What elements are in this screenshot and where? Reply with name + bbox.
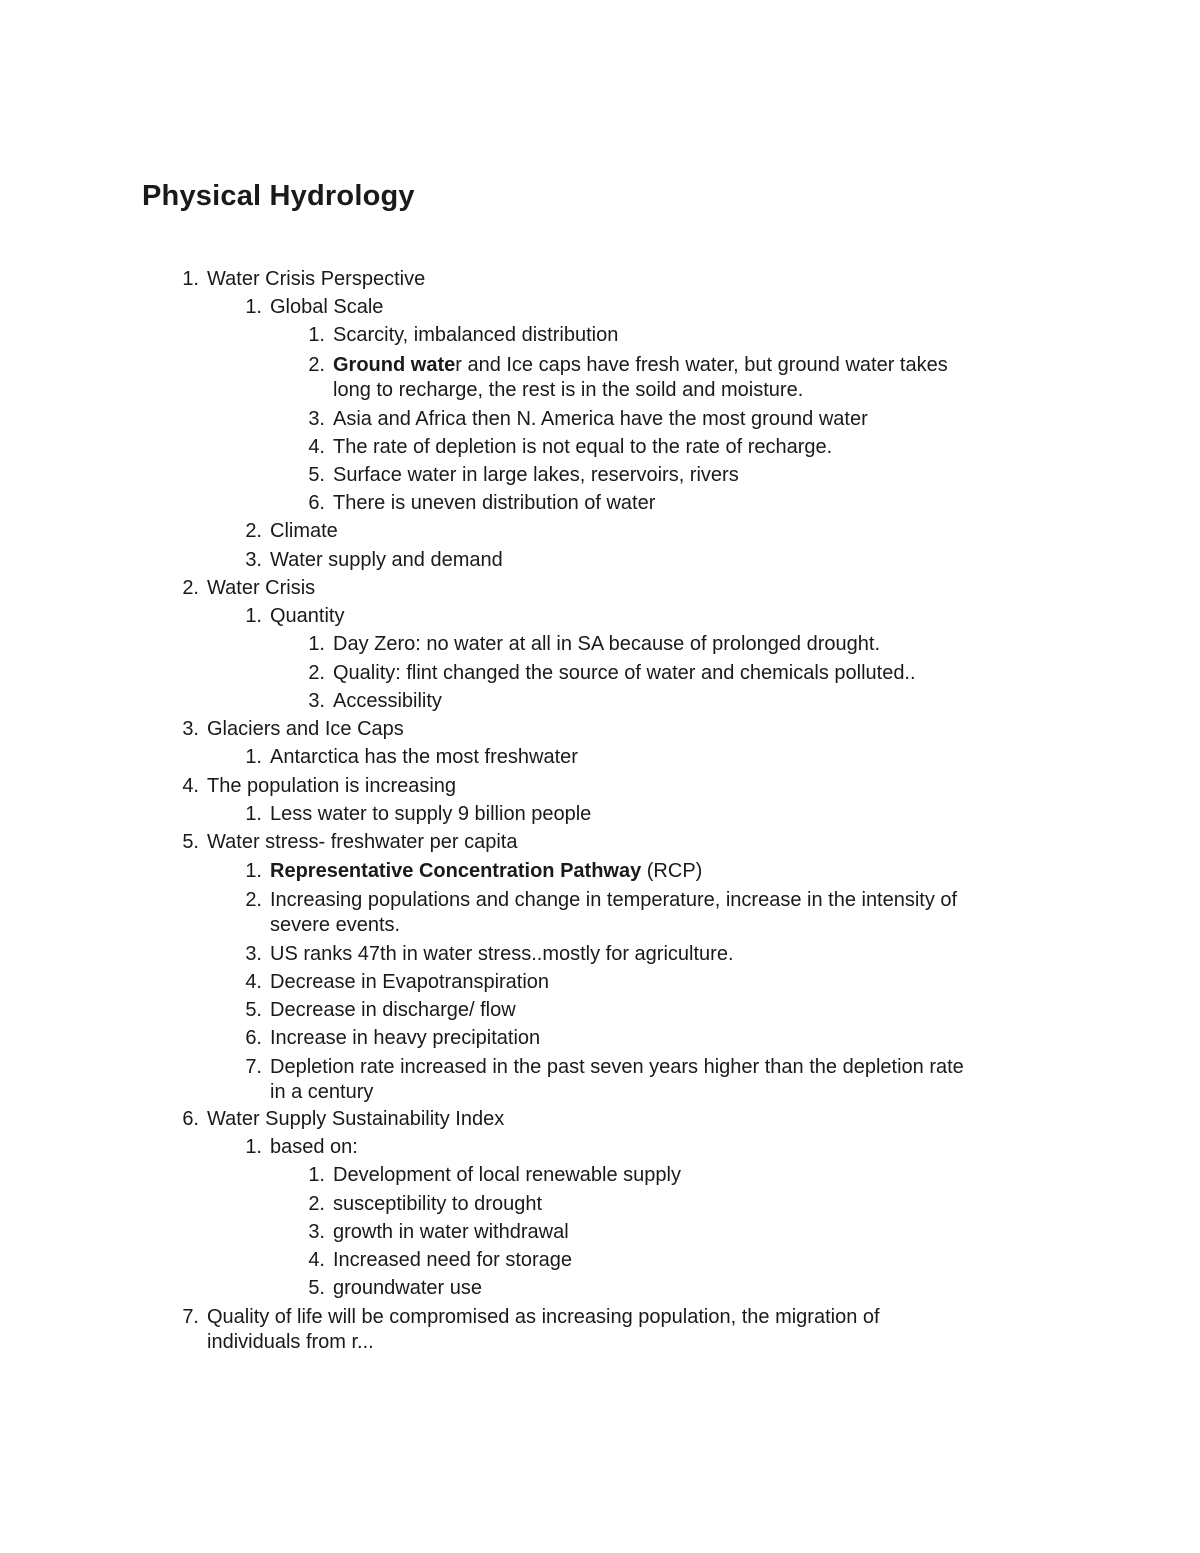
- list-item-number: 2.: [308, 662, 325, 684]
- list-item-body: Increasing populations and change in temperature, increase in the intensity of: [270, 889, 958, 911]
- list-item-body: Quality: flint changed the source of water and chemicals polluted..: [333, 662, 916, 684]
- list-item-number: 2.: [308, 354, 325, 376]
- list-item-number: 4.: [308, 436, 325, 458]
- list-item-body: based on:: [270, 1136, 358, 1158]
- page-title: Physical Hydrology: [142, 180, 415, 212]
- list-item-body: growth in water withdrawal: [333, 1221, 569, 1243]
- list-item-body: Water Supply Sustainability Index: [207, 1108, 505, 1130]
- list-item-body: Increased need for storage: [333, 1249, 573, 1271]
- list-item-text: [333, 689, 442, 713]
- list-item-text: [333, 435, 832, 459]
- list-item-number: 1.: [245, 296, 262, 318]
- list-item-number: 5.: [308, 464, 325, 486]
- list-item-number: 7.: [245, 1056, 262, 1078]
- list-item-text: [207, 1305, 880, 1329]
- list-item-body: Scarcity, imbalanced distribution: [333, 324, 619, 346]
- list-item-number: 4.: [308, 1249, 325, 1271]
- list-item-text: [207, 717, 404, 741]
- list-item-text: [270, 802, 591, 826]
- list-item-number: 5.: [245, 999, 262, 1021]
- list-item-body: individuals from r...: [207, 1331, 374, 1353]
- list-item-text: [270, 295, 383, 319]
- list-item-text: [270, 1055, 964, 1079]
- list-item-text: [270, 998, 516, 1022]
- list-item-number: 6.: [308, 492, 325, 514]
- list-item-number: 1.: [308, 324, 325, 346]
- list-item-body: long to recharge, the rest is in the soild and moisture.: [333, 379, 804, 401]
- list-item-text: [333, 491, 655, 515]
- list-item-number: 2.: [182, 577, 199, 599]
- list-item-body: (RCP): [641, 860, 703, 882]
- list-item-text: [270, 942, 734, 966]
- list-item-number: 1.: [182, 268, 199, 290]
- list-item-text: [333, 1276, 482, 1300]
- list-item-body: susceptibility to drought: [333, 1193, 543, 1215]
- list-item-text: [207, 267, 425, 291]
- list-item-body: The population is increasing: [207, 775, 457, 797]
- list-item-number: 4.: [182, 775, 199, 797]
- list-item-body: Quality of life will be compromised as increasing population, the migration of: [207, 1306, 880, 1328]
- list-item-text: [207, 774, 456, 798]
- list-item-number: 1.: [245, 605, 262, 627]
- list-item-body: r and Ice caps have fresh water, but ground water takes: [455, 354, 948, 376]
- list-item-text: [333, 1248, 572, 1272]
- list-item-body: Water stress- freshwater per capita: [207, 831, 518, 853]
- list-item-number: 1.: [245, 746, 262, 768]
- list-item-body: severe events.: [270, 914, 401, 936]
- list-item-text: [270, 1080, 373, 1104]
- list-item-body: in a century: [270, 1081, 374, 1103]
- list-item-number: 6.: [182, 1108, 199, 1130]
- list-item-body: Water Crisis: [207, 577, 316, 599]
- list-item-text: [207, 1107, 504, 1131]
- list-item-number: 3.: [308, 1221, 325, 1243]
- list-item-text: [270, 970, 549, 994]
- list-item-text: [333, 463, 739, 487]
- list-item-body: Water Crisis Perspective: [207, 268, 426, 290]
- list-item-text: [270, 859, 702, 883]
- list-item-text: [270, 1135, 358, 1159]
- list-item-number: 2.: [308, 1193, 325, 1215]
- list-item-text: [270, 548, 503, 572]
- list-item-body: There is uneven distribution of water: [333, 492, 656, 514]
- list-item-text: [333, 323, 618, 347]
- bold-term: Representative Concentration Pathway: [270, 860, 642, 882]
- list-item-text: [270, 888, 957, 912]
- list-item-text: [333, 1192, 542, 1216]
- list-item-text: [270, 519, 338, 543]
- list-item-number: 7.: [182, 1306, 199, 1328]
- list-item-number: 4.: [245, 971, 262, 993]
- list-item-number: 3.: [245, 549, 262, 571]
- list-item-body: The rate of depletion is not equal to the rate of recharge.: [333, 436, 833, 458]
- list-item-text: [333, 632, 880, 656]
- list-item-number: 5.: [308, 1277, 325, 1299]
- list-item-body: Decrease in Evapotranspiration: [270, 971, 550, 993]
- list-item-text: [270, 745, 578, 769]
- list-item-body: Asia and Africa then N. America have the most ground water: [333, 408, 868, 430]
- list-item-text: [333, 378, 803, 402]
- list-item-number: 6.: [245, 1027, 262, 1049]
- list-item-number: 1.: [308, 1164, 325, 1186]
- list-item-number: 1.: [245, 1136, 262, 1158]
- list-item-text: [333, 1220, 569, 1244]
- list-item-body: Glaciers and Ice Caps: [207, 718, 404, 740]
- list-item-body: Global Scale: [270, 296, 384, 318]
- list-item-body: Less water to supply 9 billion people: [270, 803, 592, 825]
- list-item-body: Quantity: [270, 605, 345, 627]
- list-item-body: Accessibility: [333, 690, 442, 712]
- list-item-body: Increase in heavy precipitation: [270, 1027, 541, 1049]
- list-item-number: 5.: [182, 831, 199, 853]
- list-item-number: 3.: [308, 408, 325, 430]
- bold-term: Ground wate: [333, 354, 456, 376]
- list-item-text: [333, 353, 948, 377]
- list-item-number: 3.: [308, 690, 325, 712]
- list-item-text: [333, 407, 868, 431]
- list-item-number: 2.: [245, 520, 262, 542]
- list-item-body: Decrease in discharge/ flow: [270, 999, 516, 1021]
- list-item-number: 1.: [245, 860, 262, 882]
- list-item-body: Antarctica has the most freshwater: [270, 746, 578, 768]
- list-item-text: [207, 576, 315, 600]
- list-item-text: [207, 830, 517, 854]
- list-item-number: 1.: [308, 633, 325, 655]
- list-item-body: groundwater use: [333, 1277, 482, 1299]
- list-item-body: Development of local renewable supply: [333, 1164, 681, 1186]
- list-item-body: Climate: [270, 520, 338, 542]
- list-item-body: US ranks 47th in water stress..mostly for agriculture.: [270, 943, 734, 965]
- list-item-body: Surface water in large lakes, reservoirs, rivers: [333, 464, 739, 486]
- list-item-body: Depletion rate increased in the past seven years higher than the depletion rate: [270, 1056, 964, 1078]
- list-item-text: [333, 1163, 681, 1187]
- list-item-text: [270, 1026, 540, 1050]
- list-item-body: Water supply and demand: [270, 549, 503, 571]
- list-item-number: 2.: [245, 889, 262, 911]
- list-item-number: 1.: [245, 803, 262, 825]
- list-item-text: [270, 913, 400, 937]
- list-item-text: [333, 661, 916, 685]
- list-item-text: [270, 604, 344, 628]
- list-item-number: 3.: [182, 718, 199, 740]
- list-item-body: Day Zero: no water at all in SA because of prolonged drought.: [333, 633, 881, 655]
- list-item-number: 3.: [245, 943, 262, 965]
- list-item-text: [207, 1330, 374, 1354]
